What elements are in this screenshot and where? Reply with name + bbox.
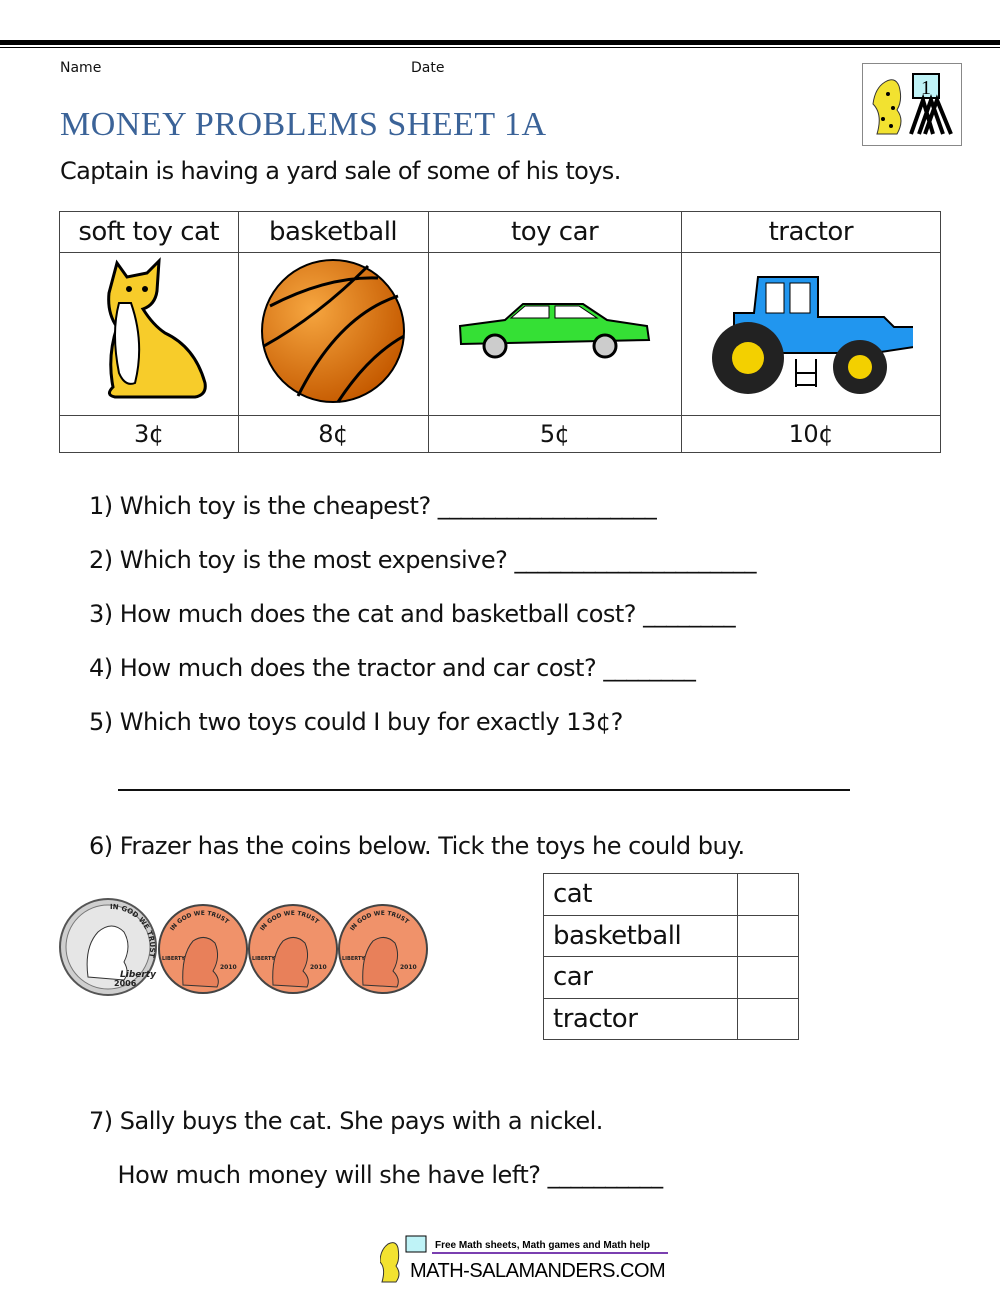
tick-box-tractor[interactable] (738, 998, 799, 1040)
penny-coin (159, 905, 247, 993)
answer-line-5[interactable] (118, 789, 850, 791)
top-rule (0, 40, 1000, 45)
penny-motto: IN GOD WE TRUST (348, 909, 411, 933)
price-basketball: 8¢ (238, 416, 428, 453)
tractor-image (708, 263, 913, 398)
question-6: 6) Frazer has the coins below. Tick the toys he could buy. (89, 832, 745, 860)
question-7: 7) Sally buys the cat. She pays with a nickel. (89, 1107, 603, 1135)
question-2: 2) Which toy is the most expensive? _____________________ (89, 546, 757, 574)
penny-year: 2010 (310, 964, 327, 971)
toys-price-table (59, 211, 941, 453)
price-tractor: 10¢ (681, 416, 940, 453)
toy-name-car: toy car (428, 212, 681, 253)
name-label: Name (60, 60, 102, 76)
question-1: 1) Which toy is the cheapest? ___________________ (89, 492, 657, 520)
toy-name-basketball: basketball (238, 212, 428, 253)
salamander-logo-icon (863, 64, 961, 145)
salamander-logo (862, 63, 962, 146)
tick-table (543, 873, 799, 1040)
nickel-motto: IN GOD WE TRUST (109, 902, 157, 959)
logo-number: 1 (921, 77, 931, 99)
question-7-part-b: How much money will she have left? __________ (89, 1161, 663, 1189)
tick-label-basketball: basketball (544, 915, 738, 957)
basketball-image (258, 256, 408, 406)
toy-car-image (455, 296, 655, 366)
footer-site: MATH-SALAMANDERS.COM (410, 1260, 666, 1282)
toy-name-tractor: tractor (681, 212, 940, 253)
tick-label-cat: cat (544, 874, 738, 916)
top-rule-thin (0, 47, 1000, 48)
cat-image (79, 253, 219, 408)
price-cat: 3¢ (60, 416, 239, 453)
nickel-liberty: Liberty (120, 970, 156, 980)
tick-box-car[interactable] (738, 957, 799, 999)
footer-tagline: Free Math sheets, Math games and Math help (435, 1240, 651, 1251)
price-car: 5¢ (428, 416, 681, 453)
salamander-footer-icon (380, 1234, 672, 1284)
tractor-cell (681, 253, 940, 416)
date-label: Date (411, 60, 445, 76)
coins-row (58, 897, 433, 1001)
question-3: 3) How much does the cat and basketball cost? ________ (89, 600, 736, 628)
tick-box-basketball[interactable] (738, 915, 799, 957)
penny-liberty: LIBERTY (342, 956, 365, 962)
penny-liberty: LIBERTY (252, 956, 275, 962)
question-4: 4) How much does the tractor and car cost? ________ (89, 654, 696, 682)
tick-box-cat[interactable] (738, 874, 799, 916)
car-cell (428, 253, 681, 416)
penny-coin (339, 905, 427, 993)
page-title: MONEY PROBLEMS SHEET 1A (60, 106, 547, 143)
basketball-cell (238, 253, 428, 416)
tick-label-car: car (544, 957, 738, 999)
penny-motto: IN GOD WE TRUST (168, 909, 231, 933)
nickel-coin (60, 899, 157, 995)
nickel-year: 2006 (114, 979, 137, 988)
cat-cell (60, 253, 239, 416)
penny-liberty: LIBERTY (162, 956, 185, 962)
tick-label-tractor: tractor (544, 998, 738, 1040)
penny-year: 2010 (400, 964, 417, 971)
footer-logo[interactable] (380, 1234, 672, 1284)
penny-motto: IN GOD WE TRUST (258, 909, 321, 933)
toy-name-cat: soft toy cat (60, 212, 239, 253)
penny-year: 2010 (220, 964, 237, 971)
penny-coin (249, 905, 337, 993)
intro-text: Captain is having a yard sale of some of his toys. (60, 157, 621, 185)
question-5: 5) Which two toys could I buy for exactly 13¢? (89, 708, 623, 736)
